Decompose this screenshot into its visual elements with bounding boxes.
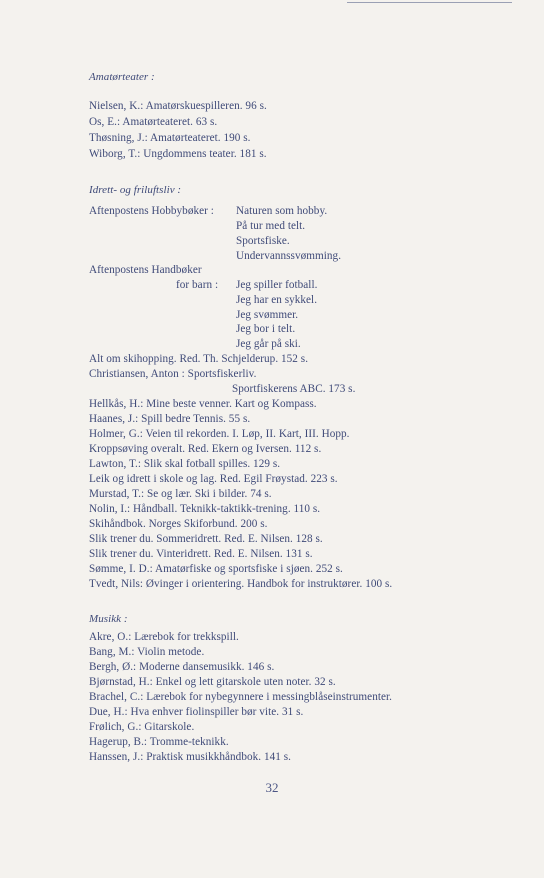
hobby-title: Naturen som hobby.	[236, 205, 328, 217]
hobby-title: Undervannssvømming.	[236, 250, 342, 262]
entry-amatorteater: Wiborg, T.: Ungdommens teater. 181 s.	[89, 148, 267, 160]
hobby-title: Sportsfiske.	[236, 235, 290, 247]
for-barn-label: for barn :	[176, 279, 219, 291]
entry-amatorteater: Nielsen, K.: Amatørskuespilleren. 96 s.	[89, 100, 267, 112]
handbok-series-label: Aftenpostens Handbøker	[89, 264, 202, 276]
entry-idrett: Holmer, G.: Veien til rekorden. I. Løp, II. Kart, III. Hopp.	[89, 428, 350, 440]
page-number: 32	[265, 780, 279, 795]
entry-amatorteater: Os, E.: Amatørteateret. 63 s.	[89, 116, 218, 128]
entry-idrett: Murstad, T.: Se og lær. Ski i bilder. 74 s.	[89, 488, 272, 500]
entry-idrett: Slik trener du. Vinteridrett. Red. E. Nilsen. 131 s.	[89, 548, 313, 560]
entry-musikk: Frølich, G.: Gitarskole.	[89, 721, 195, 733]
entry-amatorteater: Thøsning, J.: Amatørteateret. 190 s.	[89, 132, 251, 144]
entry-musikk: Bjørnstad, H.: Enkel og lett gitarskole uten noter. 32 s.	[89, 676, 336, 688]
entry-idrett: Sømme, I. D.: Amatørfiske og sportsfiske i sjøen. 252 s.	[89, 563, 343, 575]
section-heading-amatorteater: Amatørteater :	[89, 71, 155, 83]
entry-musikk: Brachel, C.: Lærebok for nybegynnere i messingblåseinstrumenter.	[89, 691, 393, 703]
barn-title: Jeg har en sykkel.	[236, 294, 318, 306]
entry-idrett: Skihåndbok. Norges Skiforbund. 200 s.	[89, 518, 268, 530]
hobby-title: På tur med telt.	[236, 220, 306, 232]
entry-musikk: Bergh, Ø.: Moderne dansemusikk. 146 s.	[89, 661, 275, 673]
entry-musikk: Hagerup, B.: Tromme-teknikk.	[89, 736, 229, 748]
entry-idrett: Leik og idrett i skole og lag. Red. Egil Frøystad. 223 s.	[89, 473, 338, 485]
entry-idrett: Lawton, T.: Slik skal fotball spilles. 129 s.	[89, 458, 281, 470]
entry-idrett: Hellkås, H.: Mine beste venner. Kart og Kompass.	[89, 398, 317, 410]
section-heading-idrett: Idrett- og friluftsliv :	[89, 184, 182, 196]
barn-title: Jeg går på ski.	[236, 338, 301, 350]
entry-idrett: Slik trener du. Sommeridrett. Red. E. Nilsen. 128 s.	[89, 533, 323, 545]
entry-idrett: Kroppsøving overalt. Red. Ekern og Iversen. 112 s.	[89, 443, 322, 455]
barn-title: Jeg spiller fotball.	[236, 279, 318, 291]
barn-title: Jeg svømmer.	[236, 309, 299, 321]
barn-title: Jeg bor i telt.	[236, 323, 296, 335]
entry-idrett: Alt om skihopping. Red. Th. Schjelderup. 152 s.	[89, 353, 309, 365]
entry-idrett-continuation: Sportfiskerens ABC. 173 s.	[232, 383, 356, 395]
entry-musikk: Hanssen, J.: Praktisk musikkhåndbok. 141 s.	[89, 751, 291, 763]
section-heading-musikk: Musikk :	[89, 613, 128, 625]
hobby-series-label: Aftenpostens Hobbybøker :	[89, 205, 214, 217]
entry-musikk: Akre, O.: Lærebok for trekkspill.	[89, 631, 239, 643]
entry-idrett: Haanes, J.: Spill bedre Tennis. 55 s.	[89, 413, 251, 425]
entry-idrett: Christiansen, Anton : Sportsfiskerliv.	[89, 368, 257, 380]
entry-musikk: Bang, M.: Violin metode.	[89, 646, 205, 658]
entry-idrett: Nolin, I.: Håndball. Teknikk-taktikk-trening. 110 s.	[89, 503, 321, 515]
entry-musikk: Due, H.: Hva enhver fiolinspiller bør vite. 31 s.	[89, 706, 304, 718]
entry-idrett: Tvedt, Nils: Øvinger i orientering. Handbok for instruktører. 100 s.	[89, 578, 393, 590]
